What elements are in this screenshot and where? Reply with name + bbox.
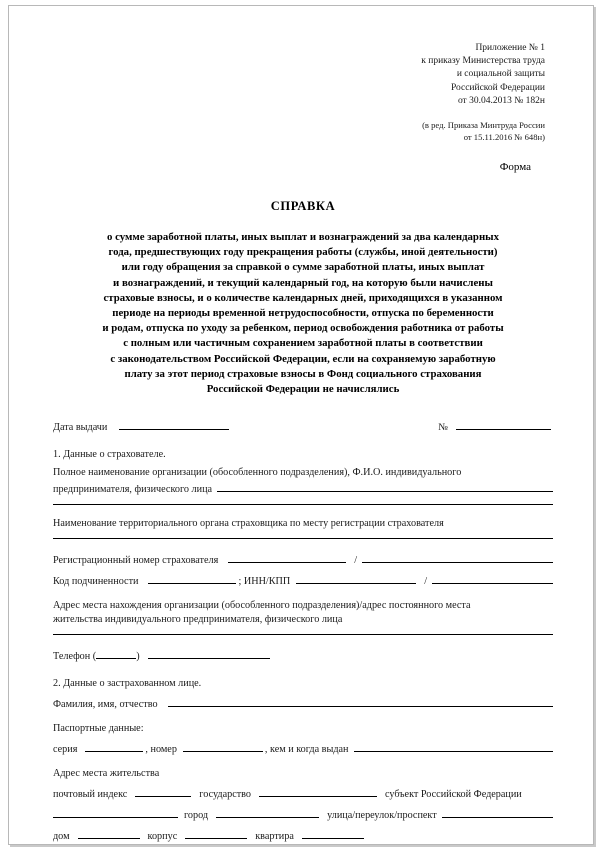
subtitle-line: и родам, отпуска по уходу за ребенком, период освобождения работника от работы [102,322,504,335]
fio-input[interactable] [168,696,553,707]
residence-line-3-inner [53,828,553,842]
org-name-label-line1: Полное наименование организации (обособленного подразделения), Ф.И.О. индивидуального [53,467,462,479]
section2-heading: 2. Данные о застрахованном лице. [53,678,202,690]
passport-issued-by-label: , кем и когда выдан [264,744,349,756]
document-content [53,42,553,842]
header-line-federation: Российской Федерации [450,82,545,93]
org-address-label-line2: жительства индивидуального предпринимателя, физического лица [53,614,343,626]
subtitle-line: или году обращения за справкой о сумме заработной платы, иных выплат [121,261,485,274]
page-title: СПРАВКА [270,199,336,214]
subtitle-line: о сумме заработной платы, иных выплат и вознаграждений за два календарных [106,231,499,244]
header-edition [53,119,545,143]
subtitle-line: периоде на периоды временной нетрудоспособности, отпуска по беременности [112,307,494,320]
subtitle-line: года, предшествующих году прекращения работы (службы, иной деятельности) [108,246,498,259]
org-name-input[interactable] [217,481,553,492]
subtitle-line: плату за этот период страховые взносы в Фонд социального страхования [124,367,482,380]
subject-label: субъект Российской Федерации [385,789,522,801]
issue-number-label: № [438,422,448,434]
phone-row-inner [53,648,553,662]
phone-paren-close: ) [136,651,140,663]
residence-line-1-inner [53,786,553,800]
org-name-block [53,467,553,505]
org-address-label-line1: Адрес места нахождения организации (обособленного подразделения)/адрес постоянного места [53,600,471,612]
apartment-input[interactable] [302,828,364,839]
phone-row [53,648,553,662]
reg-number-row [53,552,553,566]
country-input[interactable] [259,786,377,797]
org-address-block [53,600,553,635]
residence-heading: Адрес места жительства [53,768,160,780]
residence-line-2-inner [53,807,553,821]
residence-line-3 [53,828,553,842]
territorial-body-block [53,518,553,539]
form-body [53,419,553,842]
territorial-body-input[interactable] [53,538,553,539]
header-edition-line-1: (в ред. Приказа Минтруда России [422,120,545,131]
subtitle-line: с законодательством Российской Федерации, если на сохраняемую заработную [110,352,496,365]
street-label: улица/переулок/проспект [327,810,437,822]
document-subtitle [53,230,553,397]
subtitle-line: и вознаграждений, и текущий календарный год, на которую были начислены [113,276,493,289]
house-label: дом [53,831,70,843]
document-page [8,5,594,845]
kpp-input[interactable] [432,573,553,584]
reg-number-input[interactable] [228,552,346,563]
header-line-order: к приказу Министерства труда [421,56,545,67]
passport-number-label: , номер [145,744,177,756]
subordination-row-inner [53,573,553,587]
passport-number-input[interactable] [183,741,263,752]
phone-label: Телефон ( [53,651,97,663]
phone-code-input[interactable] [96,648,136,659]
header-line-date-number: от 30.04.2013 № 182н [457,95,545,106]
org-name-label-line2-row [53,481,553,495]
header-line-appendix: Приложение № 1 [475,43,545,53]
fio-label: Фамилия, имя, отчество [53,699,158,711]
inn-kpp-label: ; ИНН/КПП [238,576,291,588]
residence-line-2 [53,807,553,821]
country-label: государство [199,789,252,801]
reg-number-row-inner [53,552,553,566]
form-label: Форма [499,161,531,174]
issue-number-input[interactable] [456,419,551,430]
phone-number-input[interactable] [148,648,270,659]
document-header [53,42,553,143]
passport-row [53,741,553,755]
reg-number-input-secondary[interactable] [362,552,553,563]
passport-series-input[interactable] [85,741,143,752]
street-input[interactable] [442,807,553,818]
subordination-input[interactable] [148,573,236,584]
issue-row [53,419,553,433]
house-input[interactable] [78,828,140,839]
passport-issued-by-input[interactable] [354,741,554,752]
subject-input[interactable] [53,807,178,818]
reg-number-slash: / [354,555,358,567]
header-line-ministry: и социальной защиты [456,69,545,80]
fio-row-inner [53,696,553,710]
subordination-label: Код подчиненности [53,576,139,588]
subtitle-line: с полным или частичным сохранением заработной платы в соответствии [123,337,483,350]
header-edition-line-2: от 15.11.2016 № 648н) [463,132,545,143]
building-input[interactable] [185,828,247,839]
issue-date-input[interactable] [119,419,229,430]
apartment-label: квартира [255,831,294,843]
passport-row-inner [53,741,553,755]
inn-input[interactable] [296,573,416,584]
passport-series-label: серия [53,744,78,756]
issue-row-inner [53,419,553,433]
passport-heading: Паспортные данные: [53,723,144,735]
building-label: корпус [147,831,178,843]
subtitle-line: Российской Федерации не начислялись [206,383,400,396]
org-address-input[interactable] [53,634,553,635]
issue-date-label: Дата выдачи [53,422,108,434]
postcode-input[interactable] [135,786,191,797]
city-label: город [184,810,209,822]
section1-heading: 1. Данные о страхователе. [53,449,166,461]
postcode-label: почтовый индекс [53,789,128,801]
territorial-body-label: Наименование территориального органа страховщика по месту регистрации страхователя [53,518,444,530]
inn-kpp-slash: / [424,576,428,588]
fio-row [53,696,553,710]
city-input[interactable] [216,807,319,818]
subtitle-line: страховые взносы, и о количестве календарных дней, приходящихся в указанном [103,291,503,304]
reg-number-label: Регистрационный номер страхователя [53,555,219,567]
org-name-input-continuation[interactable] [53,504,553,505]
subordination-row [53,573,553,587]
residence-line-1 [53,786,553,800]
org-name-label-line2: предпринимателя, физического лица [53,484,213,496]
